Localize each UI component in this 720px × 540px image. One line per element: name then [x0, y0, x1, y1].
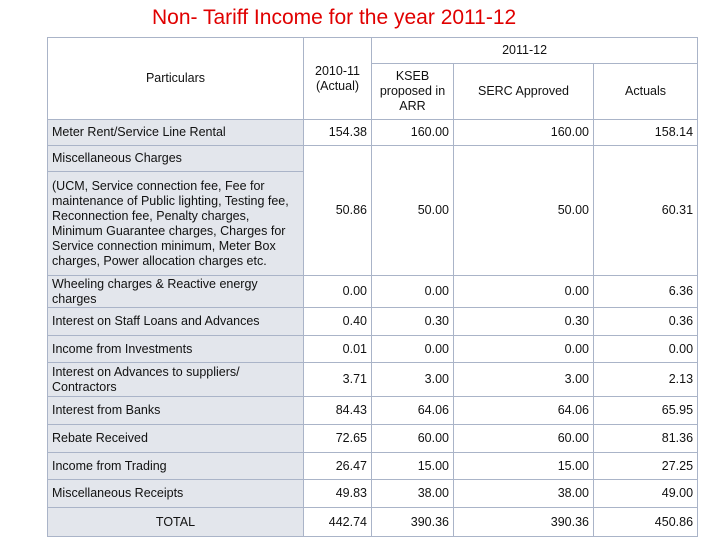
value-actuals: 65.95: [594, 397, 698, 425]
value-serc: 38.00: [454, 480, 594, 508]
row-label: Income from Investments: [48, 336, 304, 363]
value-2010-11: 154.38: [304, 120, 372, 146]
value-2010-11: 3.71: [304, 363, 372, 397]
table-row: [48, 363, 698, 397]
row-label: Rebate Received: [48, 425, 304, 453]
table-row: [48, 308, 698, 336]
table-row: [48, 480, 698, 508]
value-actuals: 49.00: [594, 480, 698, 508]
value-actuals: 2.13: [594, 363, 698, 397]
value-2010-11: 49.83: [304, 480, 372, 508]
table-row: [48, 425, 698, 453]
value-2010-11: 0.01: [304, 336, 372, 363]
value-serc: 0.00: [454, 336, 594, 363]
value-actuals: 60.31: [594, 146, 698, 276]
total-serc: 390.36: [454, 508, 594, 537]
value-2010-11: 0.00: [304, 276, 372, 308]
non-tariff-income-table: [47, 37, 698, 537]
total-row: [48, 508, 698, 537]
value-kseb: 0.00: [372, 276, 454, 308]
row-label: Miscellaneous Receipts: [48, 480, 304, 508]
value-serc: 160.00: [454, 120, 594, 146]
value-actuals: 158.14: [594, 120, 698, 146]
value-actuals: 6.36: [594, 276, 698, 308]
header-particulars: Particulars: [48, 38, 304, 120]
total-2010-11: 442.74: [304, 508, 372, 537]
value-kseb: 15.00: [372, 453, 454, 480]
value-kseb: 64.06: [372, 397, 454, 425]
header-2011-12-group: 2011-12: [372, 38, 698, 64]
value-serc: 64.06: [454, 397, 594, 425]
value-kseb: 50.00: [372, 146, 454, 276]
value-serc: 0.00: [454, 276, 594, 308]
value-serc: 0.30: [454, 308, 594, 336]
header-kseb-proposed: KSEB proposed in ARR: [372, 64, 454, 120]
row-label: Interest on Staff Loans and Advances: [48, 308, 304, 336]
header-2010-11: 2010-11 (Actual): [304, 38, 372, 120]
value-2010-11: 0.40: [304, 308, 372, 336]
row-label: Interest on Advances to suppliers/ Contractors: [48, 363, 304, 397]
table-row: [48, 146, 698, 172]
table-row: [48, 397, 698, 425]
row-label: Wheeling charges & Reactive energy charges: [48, 276, 304, 308]
header-actuals: Actuals: [594, 64, 698, 120]
header-serc-approved: SERC Approved: [454, 64, 594, 120]
value-serc: 3.00: [454, 363, 594, 397]
row-label: Interest from Banks: [48, 397, 304, 425]
value-kseb: 3.00: [372, 363, 454, 397]
value-kseb: 0.00: [372, 336, 454, 363]
value-actuals: 81.36: [594, 425, 698, 453]
value-kseb: 38.00: [372, 480, 454, 508]
value-2010-11: 50.86: [304, 146, 372, 276]
value-serc: 60.00: [454, 425, 594, 453]
table-row: [48, 276, 698, 308]
value-serc: 50.00: [454, 146, 594, 276]
value-2010-11: 84.43: [304, 397, 372, 425]
total-actuals: 450.86: [594, 508, 698, 537]
total-label: TOTAL: [48, 508, 304, 537]
table-row: [48, 336, 698, 363]
value-kseb: 0.30: [372, 308, 454, 336]
row-label: Income from Trading: [48, 453, 304, 480]
page-title: Non- Tariff Income for the year 2011-12: [152, 6, 517, 29]
row-label: Meter Rent/Service Line Rental: [48, 120, 304, 146]
total-kseb: 390.36: [372, 508, 454, 537]
value-actuals: 27.25: [594, 453, 698, 480]
value-actuals: 0.36: [594, 308, 698, 336]
value-kseb: 60.00: [372, 425, 454, 453]
value-2010-11: 26.47: [304, 453, 372, 480]
value-kseb: 160.00: [372, 120, 454, 146]
value-actuals: 0.00: [594, 336, 698, 363]
row-label: Miscellaneous Charges: [48, 146, 304, 172]
value-2010-11: 72.65: [304, 425, 372, 453]
table-row: [48, 453, 698, 480]
value-serc: 15.00: [454, 453, 594, 480]
row-label: (UCM, Service connection fee, Fee for maintenance of Public lighting, Testing fee, Reconnection fee, Penalty charges, Minimum Guarantee charges, Charges for Service connection minimum, Meter Box charges, Power allocation charges etc.: [48, 172, 304, 276]
table-row: [48, 120, 698, 146]
